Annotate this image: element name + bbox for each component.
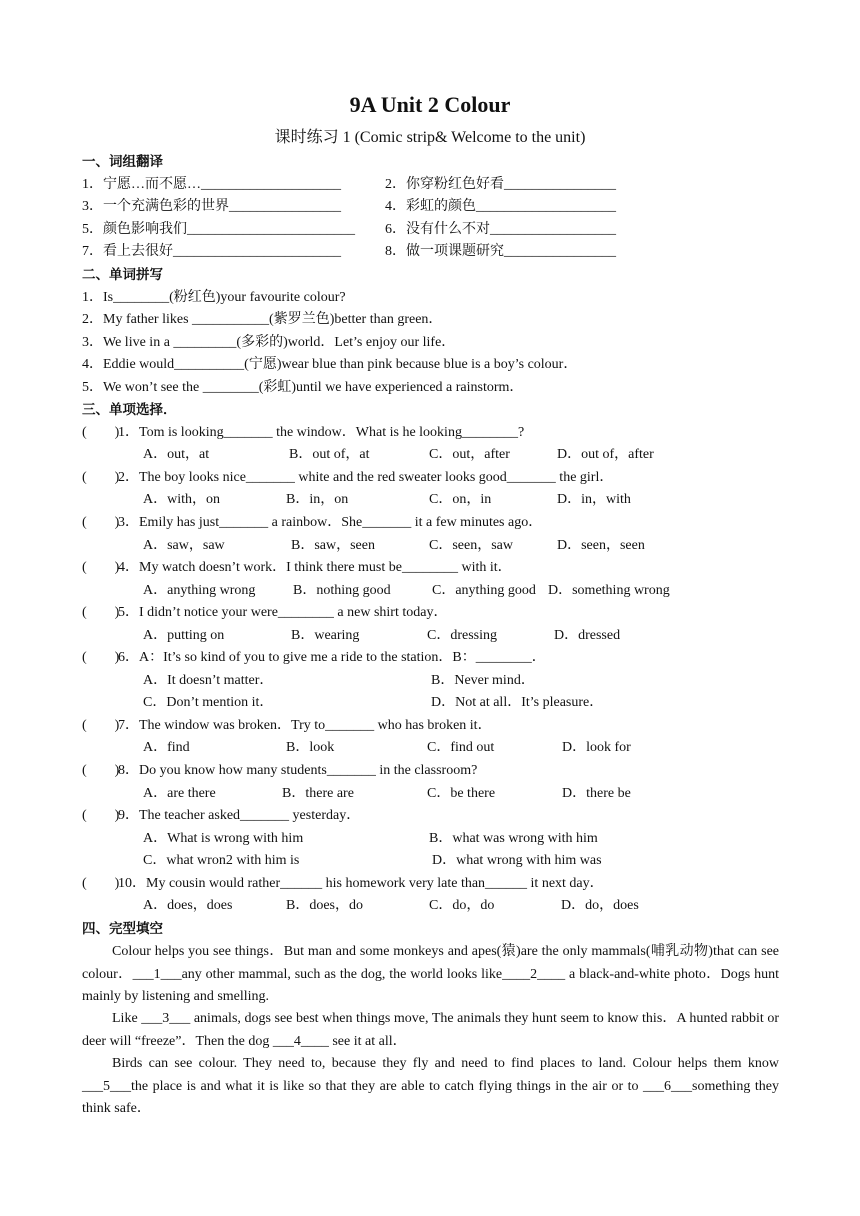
spelling-item-1: 1．Is________(粉红色)your favourite colour?: [82, 290, 346, 305]
option-9a: A．What is wrong with him: [143, 831, 304, 846]
option-1d: D．out of，after: [557, 447, 654, 462]
question-6: 6．A：It’s so kind of you to give me a ride to the station．B：________．: [118, 650, 546, 665]
option-1c: C．out，after: [429, 447, 510, 462]
option-8a: A．are there: [143, 786, 216, 801]
spelling-item-5: 5．We won’t see the ________(彩虹)until we have experienced a rainstorm．: [82, 380, 524, 395]
option-7a: A．find: [143, 740, 190, 755]
answer-bracket: ( ): [82, 876, 120, 891]
option-10c: C．do，do: [429, 898, 495, 913]
question-1: 1．Tom is looking_______ the window．What is he looking________?: [118, 425, 525, 440]
phrase-item-6: 6．没有什么不对__________________: [385, 222, 616, 237]
answer-bracket: ( ): [82, 560, 120, 575]
answer-bracket: ( ): [82, 425, 120, 440]
option-5d: D．dressed: [554, 628, 621, 643]
option-5b: B．wearing: [291, 628, 360, 643]
option-6a: A．It doesn’t matter．: [143, 673, 274, 688]
option-4d: D．something wrong: [548, 583, 670, 598]
option-7b: B．look: [286, 740, 335, 755]
phrase-item-3: 3．一个充满色彩的世界________________: [82, 199, 341, 214]
option-10a: A．does，does: [143, 898, 233, 913]
section4-heading: 四、完型填空: [82, 921, 163, 937]
question-4: 4．My watch doesn’t work．I think there must be________ with it．: [118, 560, 512, 575]
cloze-paragraph-1: Colour helps you see things．But man and some monkeys and apes(猿)are the only mammals(哺乳动物)that can see colour．___1___any other mammal, such as the dog, the world looks like____2____ a black-and-white photo．Dogs hunt mainly by listening and smelling.: [82, 944, 779, 1004]
option-10b: B．does，do: [286, 898, 363, 913]
question-5: 5．I didn’t notice your were________ a new shirt today．: [118, 605, 448, 620]
option-6d: D．Not at all．It’s pleasure．: [431, 695, 604, 710]
option-1a: A．out，at: [143, 447, 210, 462]
cloze-paragraph-3: Birds can see colour. They need to, because they fly and need to find places to land. Colour helps them know ___5___the place is and what it is like so that they are able to catch flying things in the air or to ___6___something they think safe．: [82, 1056, 779, 1116]
question-9: 9．The teacher asked_______ yesterday．: [118, 808, 361, 823]
option-3b: B．saw，seen: [291, 538, 375, 553]
option-9d: D．what wrong with him was: [432, 853, 602, 868]
phrase-item-1: 1．宁愿…而不愿…____________________: [82, 177, 341, 192]
option-6c: C．Don’t mention it．: [143, 695, 274, 710]
answer-bracket: ( ): [82, 470, 120, 485]
answer-bracket: ( ): [82, 763, 120, 778]
page-subtitle: 课时练习 1 (Comic strip& Welcome to the unit): [274, 129, 586, 146]
question-3: 3．Emily has just_______ a rainbow．She_______ it a few minutes ago．: [118, 515, 543, 530]
option-8d: D．there be: [562, 786, 631, 801]
phrase-item-7: 7．看上去很好________________________: [82, 244, 341, 259]
option-2a: A．with，on: [143, 492, 220, 507]
spelling-item-4: 4．Eddie would__________(宁愿)wear blue than pink because blue is a boy’s colour．: [82, 357, 578, 372]
spelling-item-3: 3．We live in a _________(多彩的)world．Let’s enjoy our life．: [82, 335, 456, 350]
section3-heading: 三、单项选择．: [82, 402, 177, 418]
option-9c: C．what wron2 with him is: [143, 853, 300, 868]
option-2c: C．on，in: [429, 492, 492, 507]
question-7: 7．The window was broken．Try to_______ who has broken it．: [118, 718, 492, 733]
option-4c: C．anything good: [432, 583, 536, 598]
question-10: 10．My cousin would rather______ his homework very late than______ it next day．: [118, 876, 604, 891]
option-7c: C．find out: [427, 740, 495, 755]
phrase-item-8: 8．做一项课题研究________________: [385, 244, 616, 259]
option-5a: A．putting on: [143, 628, 225, 643]
cloze-paragraph-2: Like ___3___ animals, dogs see best when things move, The animals they hunt seem to know this．A hunted rabbit or deer will “freeze”．Then the dog ___4____ see it at all．: [82, 1011, 779, 1049]
option-3a: A．saw，saw: [143, 538, 225, 553]
option-9b: B．what was wrong with him: [429, 831, 598, 846]
option-4a: A．anything wrong: [143, 583, 256, 598]
phrase-item-4: 4．彩虹的颜色____________________: [385, 199, 616, 214]
answer-bracket: ( ): [82, 515, 120, 530]
answer-bracket: ( ): [82, 650, 120, 665]
option-8b: B．there are: [282, 786, 354, 801]
option-3d: D．seen，seen: [557, 538, 645, 553]
spelling-item-2: 2．My father likes ___________(紫罗兰色)better than green．: [82, 312, 443, 327]
phrase-item-2: 2．你穿粉红色好看________________: [385, 177, 616, 192]
option-8c: C．be there: [427, 786, 496, 801]
option-4b: B．nothing good: [293, 583, 391, 598]
option-2d: D．in，with: [557, 492, 631, 507]
page-title: 9A Unit 2 Colour: [349, 92, 511, 117]
option-10d: D．do，does: [561, 898, 639, 913]
answer-bracket: ( ): [82, 605, 120, 620]
option-1b: B．out of，at: [289, 447, 370, 462]
section1-heading: 一、词组翻译: [82, 154, 163, 170]
question-2: 2．The boy looks nice_______ white and the red sweater looks good_______ the girl．: [118, 470, 614, 485]
option-6b: B．Never mind．: [431, 673, 535, 688]
option-5c: C．dressing: [427, 628, 497, 643]
option-7d: D．look for: [562, 740, 631, 755]
answer-bracket: ( ): [82, 808, 120, 823]
section2-heading: 二、单词拼写: [82, 267, 163, 283]
option-3c: C．seen，saw: [429, 538, 513, 553]
phrase-item-5: 5．颜色影响我们________________________: [82, 222, 355, 237]
option-2b: B．in，on: [286, 492, 349, 507]
answer-bracket: ( ): [82, 718, 120, 733]
question-8: 8．Do you know how many students_______ in the classroom?: [118, 763, 478, 778]
